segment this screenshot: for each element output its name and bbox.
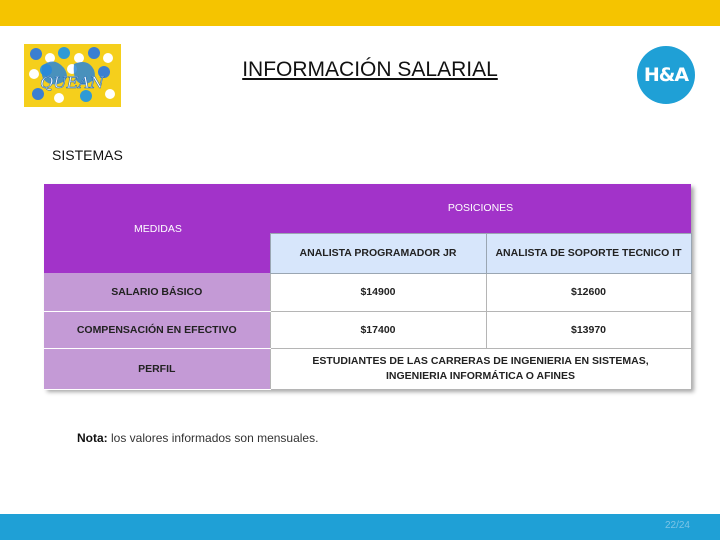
- top-accent-bar: [0, 0, 720, 26]
- cell-salario-analista-soporte: $12600: [486, 273, 691, 311]
- cell-compensacion-analista-programador: $17400: [270, 311, 486, 348]
- bottom-accent-bar: [0, 514, 720, 540]
- salary-table: [44, 184, 691, 389]
- header-posiciones: POSICIONES: [270, 184, 691, 233]
- row-label-perfil: PERFIL: [44, 348, 270, 389]
- note-prefix: Nota:: [77, 431, 108, 445]
- ha-logo-text: H&A: [643, 64, 689, 86]
- cell-salario-analista-programador: $14900: [270, 273, 486, 311]
- row-label-salario-basico: SALARIO BÁSICO: [44, 273, 270, 311]
- quean-logo: [24, 44, 121, 107]
- note: [77, 431, 318, 445]
- page-number: 22/24: [664, 520, 690, 531]
- row-label-compensacion: COMPENSACIÓN EN EFECTIVO: [44, 311, 270, 348]
- svg-text:QUEAN: QUEAN: [40, 73, 104, 92]
- section-label: SISTEMAS: [52, 147, 123, 163]
- note-text: los valores informados son mensuales.: [107, 431, 319, 445]
- cell-perfil: ESTUDIANTES DE LAS CARRERAS DE INGENIERIA EN SISTEMAS, INGENIERIA INFORMÁTICA O AFINES: [270, 348, 691, 389]
- ha-logo: [637, 46, 695, 104]
- header-medidas: MEDIDAS: [44, 184, 270, 273]
- cell-compensacion-analista-soporte: $13970: [486, 311, 691, 348]
- column-header-analista-soporte: ANALISTA DE SOPORTE TECNICO IT: [486, 233, 691, 273]
- column-header-analista-programador: ANALISTA PROGRAMADOR JR: [270, 233, 486, 273]
- page-title: INFORMACIÓN SALARIAL: [242, 58, 498, 81]
